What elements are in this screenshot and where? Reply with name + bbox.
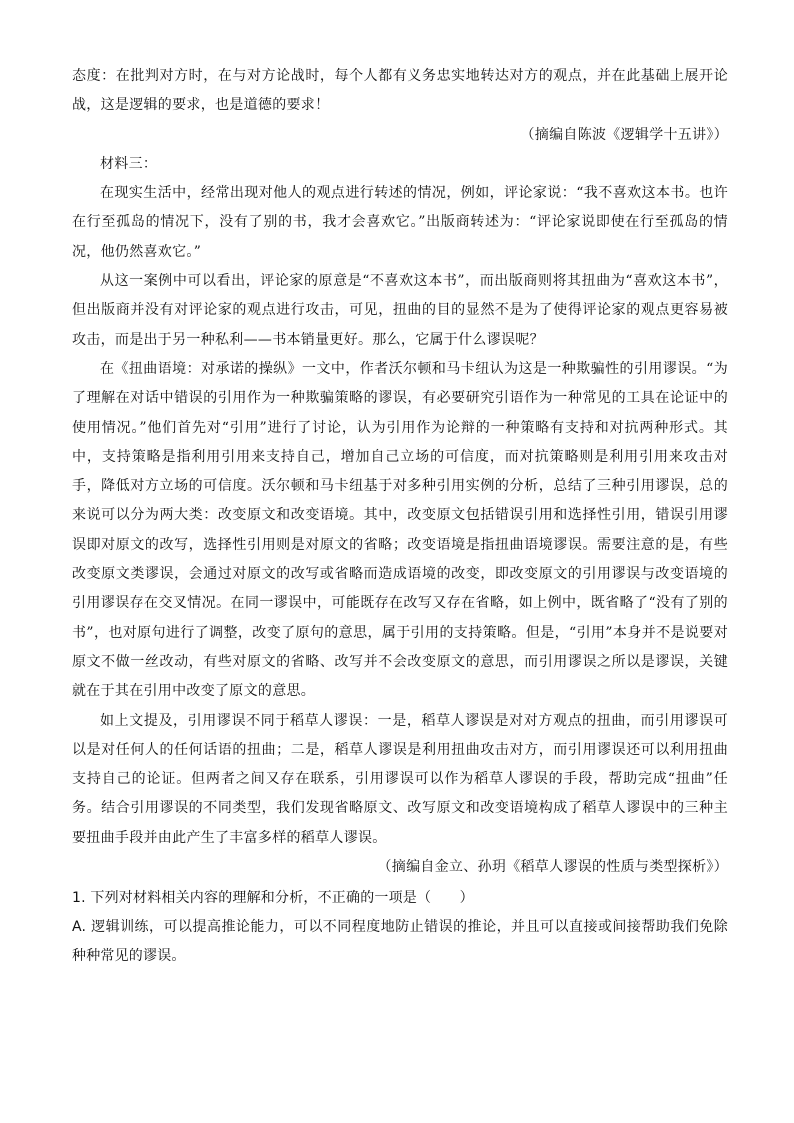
paragraph-2: 从这一案例中可以看出，评论家的原意是“不喜欢这本书”，而出版商则将其扭曲为“喜欢这本书”，但出版商并没有对评论家的观点进行攻击，可见，扭曲的目的显然不是为了使得评论家的观点更容易被攻击，而是出于另一种私利——书本销量更好。那么，它属于什么谬误呢？ <box>72 273 728 348</box>
paragraph-1: 在现实生活中，经常出现对他人的观点进行转述的情况，例如，评论家说：“我不喜欢这本书。也许在行至孤岛的情况下，没有了别的书，我才会喜欢它。”出版商转述为：“评论家说即使在行至孤岛的情况，他仍然喜欢它。” <box>72 185 728 260</box>
question-stem: 1. 下列对材料相关内容的理解和分析，不正确的一项是（ ） <box>72 890 474 907</box>
material-3-label: 材料三： <box>100 155 158 172</box>
option-a: A. 逻辑训练，可以提高推论能力，可以不同程度地防止错误的推论，并且可以直接或间接帮助我们免除种种常见的谬误。 <box>72 919 728 965</box>
source-citation-2: （摘编自金立、孙玥《稻草人谬误的性质与类型探析》） <box>377 859 728 876</box>
source-citation-1: （摘编自陈波《逻辑学十五讲》） <box>520 126 728 143</box>
paragraph-3: 在《扭曲语境：对承诺的操纵》一文中，作者沃尔顿和马卡纽认为这是一种欺骗性的引用谬误。“为了理解在对话中错误的引用作为一种欺骗策略的谬误，有必要研究引语作为一种常见的工具在论证中的使用情况。”他们首先对“引用”进行了讨论，认为引用作为论辩的一种策略有支持和对抗两种形式。其中，支持策略是指利用引用来支持自己，增加自己立场的可信度，而对抗策略则是利用引用来攻击对手，降低对方立场的可信度。沃尔顿和马卡纽基于对多种引用实例的分析，总结了三种引用谬误，总的来说可以分为两大类：改变原文和改变语境。其中，改变原文包括错误引用和选择性引用，错误引用谬误即对原文的改写，选择性引用则是对原文的省略；改变语境是指扭曲语境谬误。需要注意的是，有些改变原文类谬误，会通过对原文的改写或省略而造成语境的改变，即改变原文的引用谬误与改变语境的引用谬误存在交叉情况。在同一谬误中，可能既存在改写又存在省略，如上例中，既省略了“没有了别的书”，也对原句进行了调整，改变了原句的意思，属于引用的支持策略。但是，“引用”本身并不是说要对原文不做一丝改动，有些对原文的省略、改写并不会改变原文的意思，而引用谬误之所以是谬误，关键就在于其在引用中改变了原文的意思。 <box>72 360 728 700</box>
document-content <box>72 62 728 971</box>
intro-paragraph: 态度：在批判对方时，在与对方论战时，每个人都有义务忠实地转达对方的观点，并在此基础上展开论战，这是逻辑的要求，也是道德的要求！ <box>72 68 728 114</box>
paragraph-4: 如上文提及，引用谬误不同于稻草人谬误：一是，稻草人谬误是对对方观点的扭曲，而引用谬误可以是对任何人的任何话语的扭曲；二是，稻草人谬误是利用扭曲攻击对方，而引用谬误还可以利用扭曲支持自己的论证。但两者之间又存在联系，引用谬误可以作为稻草人谬误的手段，帮助完成“扭曲”任务。结合引用谬误的不同类型，我们发现省略原文、改写原文和改变语境构成了稻草人谬误中的三种主要扭曲手段并由此产生了丰富多样的稻草人谬误。 <box>72 712 728 846</box>
